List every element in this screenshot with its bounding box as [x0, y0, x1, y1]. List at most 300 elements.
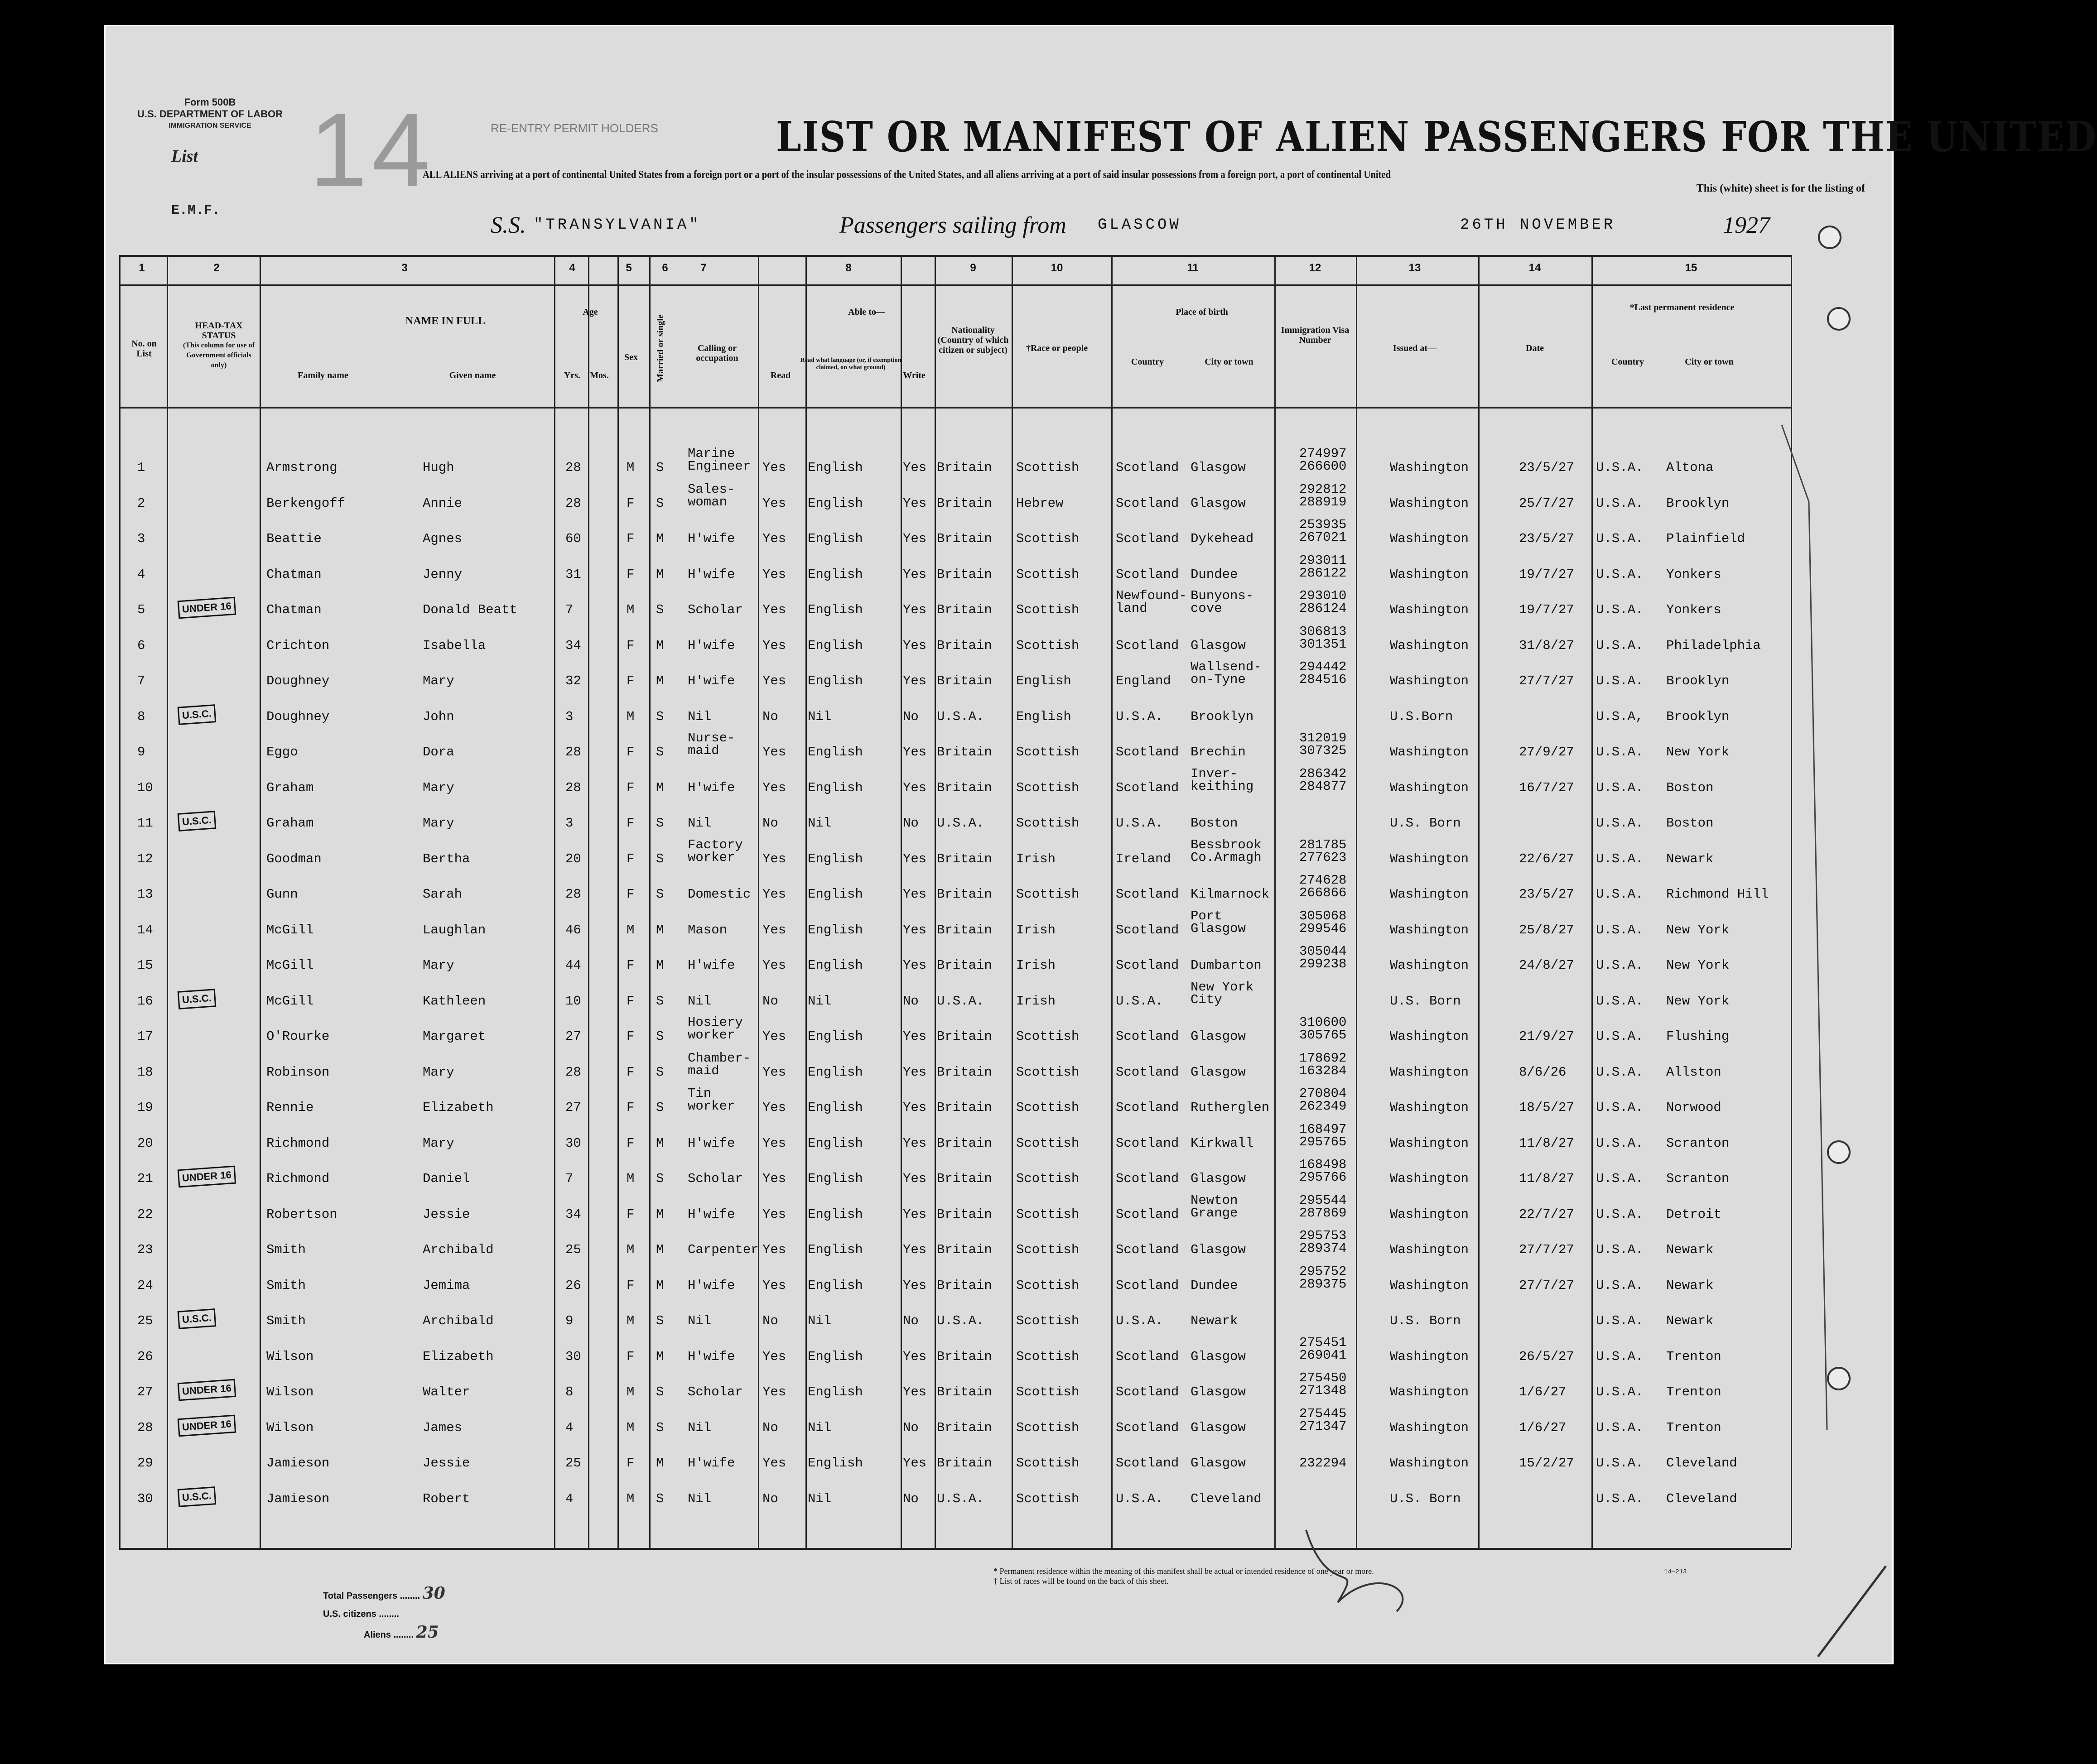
can-write: Yes	[903, 1135, 927, 1151]
residence-country: U.S.A.	[1596, 1064, 1644, 1080]
birth-city: Newark	[1191, 1313, 1238, 1328]
residence-country: U.S.A.	[1596, 1029, 1644, 1044]
punch-hole	[1827, 307, 1851, 331]
race: Scottish	[1016, 1491, 1080, 1506]
sex: F	[627, 531, 635, 546]
issued-at: Washington	[1390, 1278, 1469, 1293]
can-read: Yes	[762, 1278, 786, 1293]
head-tax-status: U.S.C.	[178, 1308, 216, 1329]
nationality: Britain	[937, 851, 992, 866]
nationality: Britain	[937, 1242, 992, 1257]
marital-status: S	[656, 602, 664, 617]
family-name: Armstrong	[266, 460, 337, 475]
issue-date: 23/5/27	[1519, 887, 1574, 902]
age-years: 7	[565, 602, 574, 617]
residence-country: U.S.A.	[1596, 922, 1644, 937]
nationality: U.S.A.	[937, 816, 984, 831]
nationality: U.S.A.	[937, 993, 984, 1009]
visa-number: 274997 266600	[1299, 446, 1347, 474]
row-number: 9	[137, 745, 145, 759]
issued-at: Washington	[1390, 1206, 1469, 1222]
birth-country: Scotland	[1116, 1206, 1179, 1222]
footnotes	[993, 1566, 1374, 1586]
residence-city: New York	[1666, 922, 1730, 937]
header-sex: Sex	[624, 352, 638, 362]
birth-city: Dykehead	[1191, 531, 1254, 546]
nationality: Britain	[937, 673, 992, 688]
age-years: 28	[565, 745, 581, 759]
header-no: No. on List	[131, 339, 157, 359]
issued-at: Washington	[1390, 495, 1469, 511]
ship-name: "TRANSYLVANIA"	[534, 216, 701, 234]
nationality: Britain	[937, 1278, 992, 1293]
issued-at: Washington	[1390, 1384, 1469, 1399]
age-years: 7	[565, 1171, 574, 1186]
sheet-number: 14	[309, 91, 434, 208]
residence-country: U.S.A.	[1596, 638, 1644, 653]
birth-city: Dumbarton	[1191, 958, 1262, 973]
issued-at: Washington	[1390, 1171, 1469, 1186]
given-name: Jenny	[423, 567, 463, 582]
header-able-to: Able to—	[848, 307, 885, 317]
given-name: Jemima	[423, 1278, 470, 1293]
residence-country: U.S.A.	[1596, 780, 1644, 795]
row-number: 1	[137, 460, 145, 475]
can-write: Yes	[903, 745, 927, 759]
family-name: Jamieson	[266, 1456, 330, 1471]
column-number: 7	[700, 262, 707, 274]
visa-number: 295753 289374	[1299, 1228, 1347, 1256]
row-number: 5	[137, 602, 145, 617]
residence-country: U.S.A.	[1596, 816, 1644, 831]
sex: M	[627, 1242, 635, 1257]
residence-country: U.S.A.	[1596, 531, 1644, 546]
issue-date: 18/5/27	[1519, 1100, 1574, 1115]
given-name: Robert	[423, 1491, 470, 1506]
sex: M	[627, 922, 635, 937]
header-head-tax	[178, 321, 260, 370]
birth-country: Scotland	[1116, 460, 1179, 475]
residence-country: U.S.A.	[1596, 1278, 1644, 1293]
occupation: Chamber-maid	[688, 1050, 751, 1078]
can-write: Yes	[903, 1384, 927, 1399]
head-tax-status: UNDER 16	[178, 597, 236, 619]
header-race: †Race or people	[1026, 343, 1088, 353]
header-married: Married or single	[656, 314, 665, 382]
can-write: Yes	[903, 780, 927, 795]
visa-number: 310600 305765	[1299, 1015, 1347, 1043]
nationality: Britain	[937, 780, 992, 795]
can-read: Yes	[762, 887, 786, 902]
occupation: Nil	[688, 993, 712, 1009]
residence-city: Trenton	[1666, 1420, 1721, 1435]
marital-status: M	[656, 780, 664, 795]
given-name: Walter	[423, 1384, 470, 1399]
visa-number: 275451 269041	[1299, 1335, 1347, 1363]
can-write: No	[903, 816, 919, 831]
birth-country: U.S.A.	[1116, 816, 1163, 831]
language: English	[808, 1206, 863, 1222]
column-number: 1	[139, 262, 145, 274]
visa-number: 305044 299238	[1299, 944, 1347, 971]
birth-city: Glasgow	[1191, 1384, 1246, 1399]
visa-number: 292812 288919	[1299, 481, 1347, 509]
sex: F	[627, 780, 635, 795]
issued-at: Washington	[1390, 745, 1469, 759]
row-number: 13	[137, 887, 153, 902]
can-read: Yes	[762, 1456, 786, 1471]
race: Scottish	[1016, 460, 1080, 475]
birth-country: Scotland	[1116, 531, 1179, 546]
header-name-in-full: NAME IN FULL	[405, 315, 485, 327]
residence-country: U.S.A.	[1596, 887, 1644, 902]
issue-date: 25/7/27	[1519, 495, 1574, 511]
age-years: 28	[565, 495, 581, 511]
birth-country: Scotland	[1116, 958, 1179, 973]
family-name: Gunn	[266, 887, 298, 902]
birth-country: Scotland	[1116, 495, 1179, 511]
nationality: U.S.A.	[937, 1491, 984, 1506]
family-name: McGill	[266, 958, 314, 973]
race: Scottish	[1016, 745, 1080, 759]
age-years: 26	[565, 1278, 581, 1293]
issue-date: 26/5/27	[1519, 1349, 1574, 1364]
can-read: Yes	[762, 745, 786, 759]
age-years: 46	[565, 922, 581, 937]
issue-date: 21/9/27	[1519, 1029, 1574, 1044]
row-number: 16	[137, 993, 153, 1009]
family-name: Beattie	[266, 531, 322, 546]
family-name: McGill	[266, 922, 314, 937]
row-number: 17	[137, 1029, 153, 1044]
residence-country: U.S.A,	[1596, 709, 1644, 724]
sex: F	[627, 567, 635, 582]
can-write: Yes	[903, 1349, 927, 1364]
occupation: Nil	[688, 709, 712, 724]
visa-number: 275445 271347	[1299, 1406, 1347, 1434]
marital-status: S	[656, 1313, 664, 1328]
department: U.S. DEPARTMENT OF LABOR	[137, 108, 283, 120]
row-number: 27	[137, 1384, 153, 1399]
visa-number: 168497 295765	[1299, 1121, 1347, 1149]
occupation: Mason	[688, 922, 728, 937]
race: Scottish	[1016, 1100, 1080, 1115]
head-tax-status: UNDER 16	[178, 1414, 236, 1437]
race: Scottish	[1016, 1135, 1080, 1151]
sex: M	[627, 1313, 635, 1328]
family-name: Crichton	[266, 638, 330, 653]
race: Irish	[1016, 922, 1056, 937]
occupation: H'wife	[688, 531, 735, 546]
can-write: Yes	[903, 567, 927, 582]
row-number: 23	[137, 1242, 153, 1257]
age-years: 28	[565, 1064, 581, 1080]
race: Irish	[1016, 993, 1056, 1009]
occupation: H'wife	[688, 780, 735, 795]
birth-country: Scotland	[1116, 1349, 1179, 1364]
header-given-name: Given name	[449, 370, 496, 380]
can-write: Yes	[903, 887, 927, 902]
can-read: No	[762, 1313, 778, 1328]
occupation: Factory worker	[688, 837, 743, 865]
header-rule	[119, 407, 1791, 409]
residence-country: U.S.A.	[1596, 993, 1644, 1009]
visa-number: 306813 301351	[1299, 624, 1347, 652]
residence-country: U.S.A.	[1596, 1135, 1644, 1151]
column-rule	[901, 255, 902, 1548]
header-date: Date	[1526, 343, 1544, 353]
birth-city: Glasgow	[1191, 460, 1246, 475]
occupation: Scholar	[688, 602, 743, 617]
residence-city: Newark	[1666, 1242, 1714, 1257]
issued-at: Washington	[1390, 1100, 1469, 1115]
occupation: H'wife	[688, 638, 735, 653]
family-name: Chatman	[266, 567, 322, 582]
given-name: Sarah	[423, 887, 463, 902]
column-rule	[119, 255, 121, 1548]
ship-prefix: S.S.	[491, 212, 526, 238]
race: Scottish	[1016, 567, 1080, 582]
residence-city: Brooklyn	[1666, 709, 1730, 724]
marital-status: S	[656, 1100, 664, 1115]
issued-at: Washington	[1390, 673, 1469, 688]
citizens-label: U.S. citizens	[323, 1609, 376, 1619]
occupation: Carpenter	[688, 1242, 759, 1257]
issued-at: Washington	[1390, 780, 1469, 795]
can-read: Yes	[762, 1029, 786, 1044]
birth-city: Dundee	[1191, 567, 1238, 582]
row-number: 15	[137, 958, 153, 973]
race: Scottish	[1016, 1206, 1080, 1222]
birth-country: Ireland	[1116, 851, 1171, 866]
column-number: 14	[1528, 262, 1541, 274]
family-name: Wilson	[266, 1349, 314, 1364]
given-name: Elizabeth	[423, 1349, 494, 1364]
birth-city: Port Glasgow	[1191, 908, 1246, 936]
issue-date: 27/7/27	[1519, 673, 1574, 688]
language: English	[808, 531, 863, 546]
sex: F	[627, 1206, 635, 1222]
given-name: Daniel	[423, 1171, 470, 1186]
race: English	[1016, 709, 1071, 724]
head-tax-note: (This column for use of Government officials only)	[183, 341, 255, 369]
nationality: Britain	[937, 1384, 992, 1399]
family-name: Jamieson	[266, 1491, 330, 1506]
nationality: Britain	[937, 1100, 992, 1115]
marital-status: S	[656, 1171, 664, 1186]
birth-country: Scotland	[1116, 1242, 1179, 1257]
issued-at: Washington	[1390, 460, 1469, 475]
residence-country: U.S.A.	[1596, 1349, 1644, 1364]
head-tax-status: U.S.C.	[178, 989, 216, 1009]
column-rule	[617, 255, 619, 1548]
can-write: Yes	[903, 1456, 927, 1471]
residence-city: Brooklyn	[1666, 495, 1730, 511]
handwritten-marks	[106, 26, 1895, 1666]
occupation: Nil	[688, 1420, 712, 1435]
family-name: Graham	[266, 780, 314, 795]
marital-status: S	[656, 1029, 664, 1044]
marital-status: M	[656, 673, 664, 688]
row-number: 10	[137, 780, 153, 795]
language: English	[808, 780, 863, 795]
residence-city: New York	[1666, 745, 1730, 759]
nationality: Britain	[937, 1029, 992, 1044]
visa-number: 294442 284516	[1299, 659, 1347, 687]
aliens-value: 25	[416, 1623, 439, 1642]
residence-city: Altona	[1666, 460, 1714, 475]
birth-country: Scotland	[1116, 1171, 1179, 1186]
sex: F	[627, 673, 635, 688]
citizens-row: U.S. citizens ........	[323, 1609, 399, 1619]
row-number: 20	[137, 1135, 153, 1151]
race: Scottish	[1016, 1384, 1080, 1399]
family-name: Berkengoff	[266, 495, 346, 511]
language: English	[808, 1349, 863, 1364]
birth-city: Glasgow	[1191, 1420, 1246, 1435]
marital-status: S	[656, 460, 664, 475]
age-years: 8	[565, 1384, 574, 1399]
marital-status: M	[656, 958, 664, 973]
residence-country: U.S.A.	[1596, 1491, 1644, 1506]
language: English	[808, 851, 863, 866]
race: Scottish	[1016, 1064, 1080, 1080]
row-number: 2	[137, 495, 145, 511]
language: Nil	[808, 709, 832, 724]
column-number: 3	[401, 262, 408, 274]
issue-date: 19/7/27	[1519, 602, 1574, 617]
column-rule	[805, 255, 807, 1548]
nationality: Britain	[937, 1456, 992, 1471]
marital-status: M	[656, 922, 664, 937]
residence-country: U.S.A.	[1596, 1456, 1644, 1471]
form-header	[137, 96, 283, 132]
language: Nil	[808, 1420, 832, 1435]
visa-number: 232294	[1299, 1456, 1347, 1471]
age-years: 3	[565, 816, 574, 831]
birth-country: Scotland	[1116, 1100, 1179, 1115]
column-rule	[260, 255, 261, 1548]
birth-city: Newton Grange	[1191, 1192, 1238, 1221]
nationality: U.S.A.	[937, 1313, 984, 1328]
issue-date: 1/6/27	[1519, 1420, 1567, 1435]
marital-status: S	[656, 816, 664, 831]
family-name: Chatman	[266, 602, 322, 617]
can-read: No	[762, 816, 778, 831]
age-years: 27	[565, 1029, 581, 1044]
can-read: Yes	[762, 1242, 786, 1257]
given-name: Laughlan	[423, 922, 486, 937]
marital-status: S	[656, 1491, 664, 1506]
language: English	[808, 1135, 863, 1151]
residence-city: Detroit	[1666, 1206, 1721, 1222]
issued-at: Washington	[1390, 851, 1469, 866]
issue-date: 11/8/27	[1519, 1135, 1574, 1151]
given-name: Dora	[423, 745, 454, 759]
sex: F	[627, 1456, 635, 1471]
can-read: Yes	[762, 1349, 786, 1364]
language: English	[808, 638, 863, 653]
column-number: 15	[1685, 262, 1697, 274]
can-read: Yes	[762, 531, 786, 546]
sex: M	[627, 709, 635, 724]
column-rule	[1478, 255, 1480, 1548]
issued-at: Washington	[1390, 887, 1469, 902]
marital-status: S	[656, 745, 664, 759]
race: Scottish	[1016, 531, 1080, 546]
birth-city: Dundee	[1191, 1278, 1238, 1293]
occupation: Hosiery worker	[688, 1015, 743, 1043]
family-name: McGill	[266, 993, 314, 1009]
can-write: Yes	[903, 602, 927, 617]
visa-number: 295752 289375	[1299, 1264, 1347, 1292]
can-write: No	[903, 1491, 919, 1506]
language: Nil	[808, 1491, 832, 1506]
birth-country: Scotland	[1116, 745, 1179, 759]
header-res-city: City or town	[1685, 357, 1734, 367]
issue-date: 25/8/27	[1519, 922, 1574, 937]
issue-date: 19/7/27	[1519, 567, 1574, 582]
birth-city: Glasgow	[1191, 1456, 1246, 1471]
residence-country: U.S.A.	[1596, 673, 1644, 688]
head-tax-status: U.S.C.	[178, 811, 216, 832]
age-years: 34	[565, 1206, 581, 1222]
visa-number: 253935 267021	[1299, 517, 1347, 545]
column-rule	[554, 255, 555, 1548]
birth-country: England	[1116, 673, 1171, 688]
can-read: No	[762, 1420, 778, 1435]
birth-country: Scotland	[1116, 1029, 1179, 1044]
residence-country: U.S.A.	[1596, 1420, 1644, 1435]
birth-city: Inver-keithing	[1191, 766, 1254, 794]
can-write: Yes	[903, 1029, 927, 1044]
issued-at: Washington	[1390, 1029, 1469, 1044]
residence-city: Newark	[1666, 1278, 1714, 1293]
marital-status: M	[656, 1135, 664, 1151]
age-years: 27	[565, 1100, 581, 1115]
head-tax-status: UNDER 16	[178, 1379, 236, 1401]
race: Scottish	[1016, 602, 1080, 617]
visa-number: 305068 299546	[1299, 908, 1347, 936]
birth-city: Brooklyn	[1191, 709, 1254, 724]
birth-country: Scotland	[1116, 1384, 1179, 1399]
given-name: Mary	[423, 958, 454, 973]
occupation: H'wife	[688, 958, 735, 973]
residence-country: U.S.A.	[1596, 1171, 1644, 1186]
sex: F	[627, 1029, 635, 1044]
aliens-label: Aliens	[364, 1630, 391, 1640]
issue-date: 16/7/27	[1519, 780, 1574, 795]
sex: F	[627, 495, 635, 511]
birth-city: Kilmarnock	[1191, 887, 1270, 902]
visa-number: 286342 284877	[1299, 766, 1347, 794]
visa-number: 281785 277623	[1299, 837, 1347, 865]
family-name: Graham	[266, 816, 314, 831]
age-years: 30	[565, 1349, 581, 1364]
row-number: 11	[137, 816, 153, 831]
age-years: 28	[565, 887, 581, 902]
age-years: 34	[565, 638, 581, 653]
birth-city: Kirkwall	[1191, 1135, 1254, 1151]
age-years: 25	[565, 1456, 581, 1471]
residence-city: Philadelphia	[1666, 638, 1761, 653]
residence-city: Richmond Hill	[1666, 887, 1769, 902]
totals	[323, 1584, 445, 1644]
visa-number: 275450 271348	[1299, 1370, 1347, 1398]
given-name: Kathleen	[423, 993, 486, 1009]
race: Scottish	[1016, 887, 1080, 902]
residence-country: U.S.A.	[1596, 745, 1644, 759]
